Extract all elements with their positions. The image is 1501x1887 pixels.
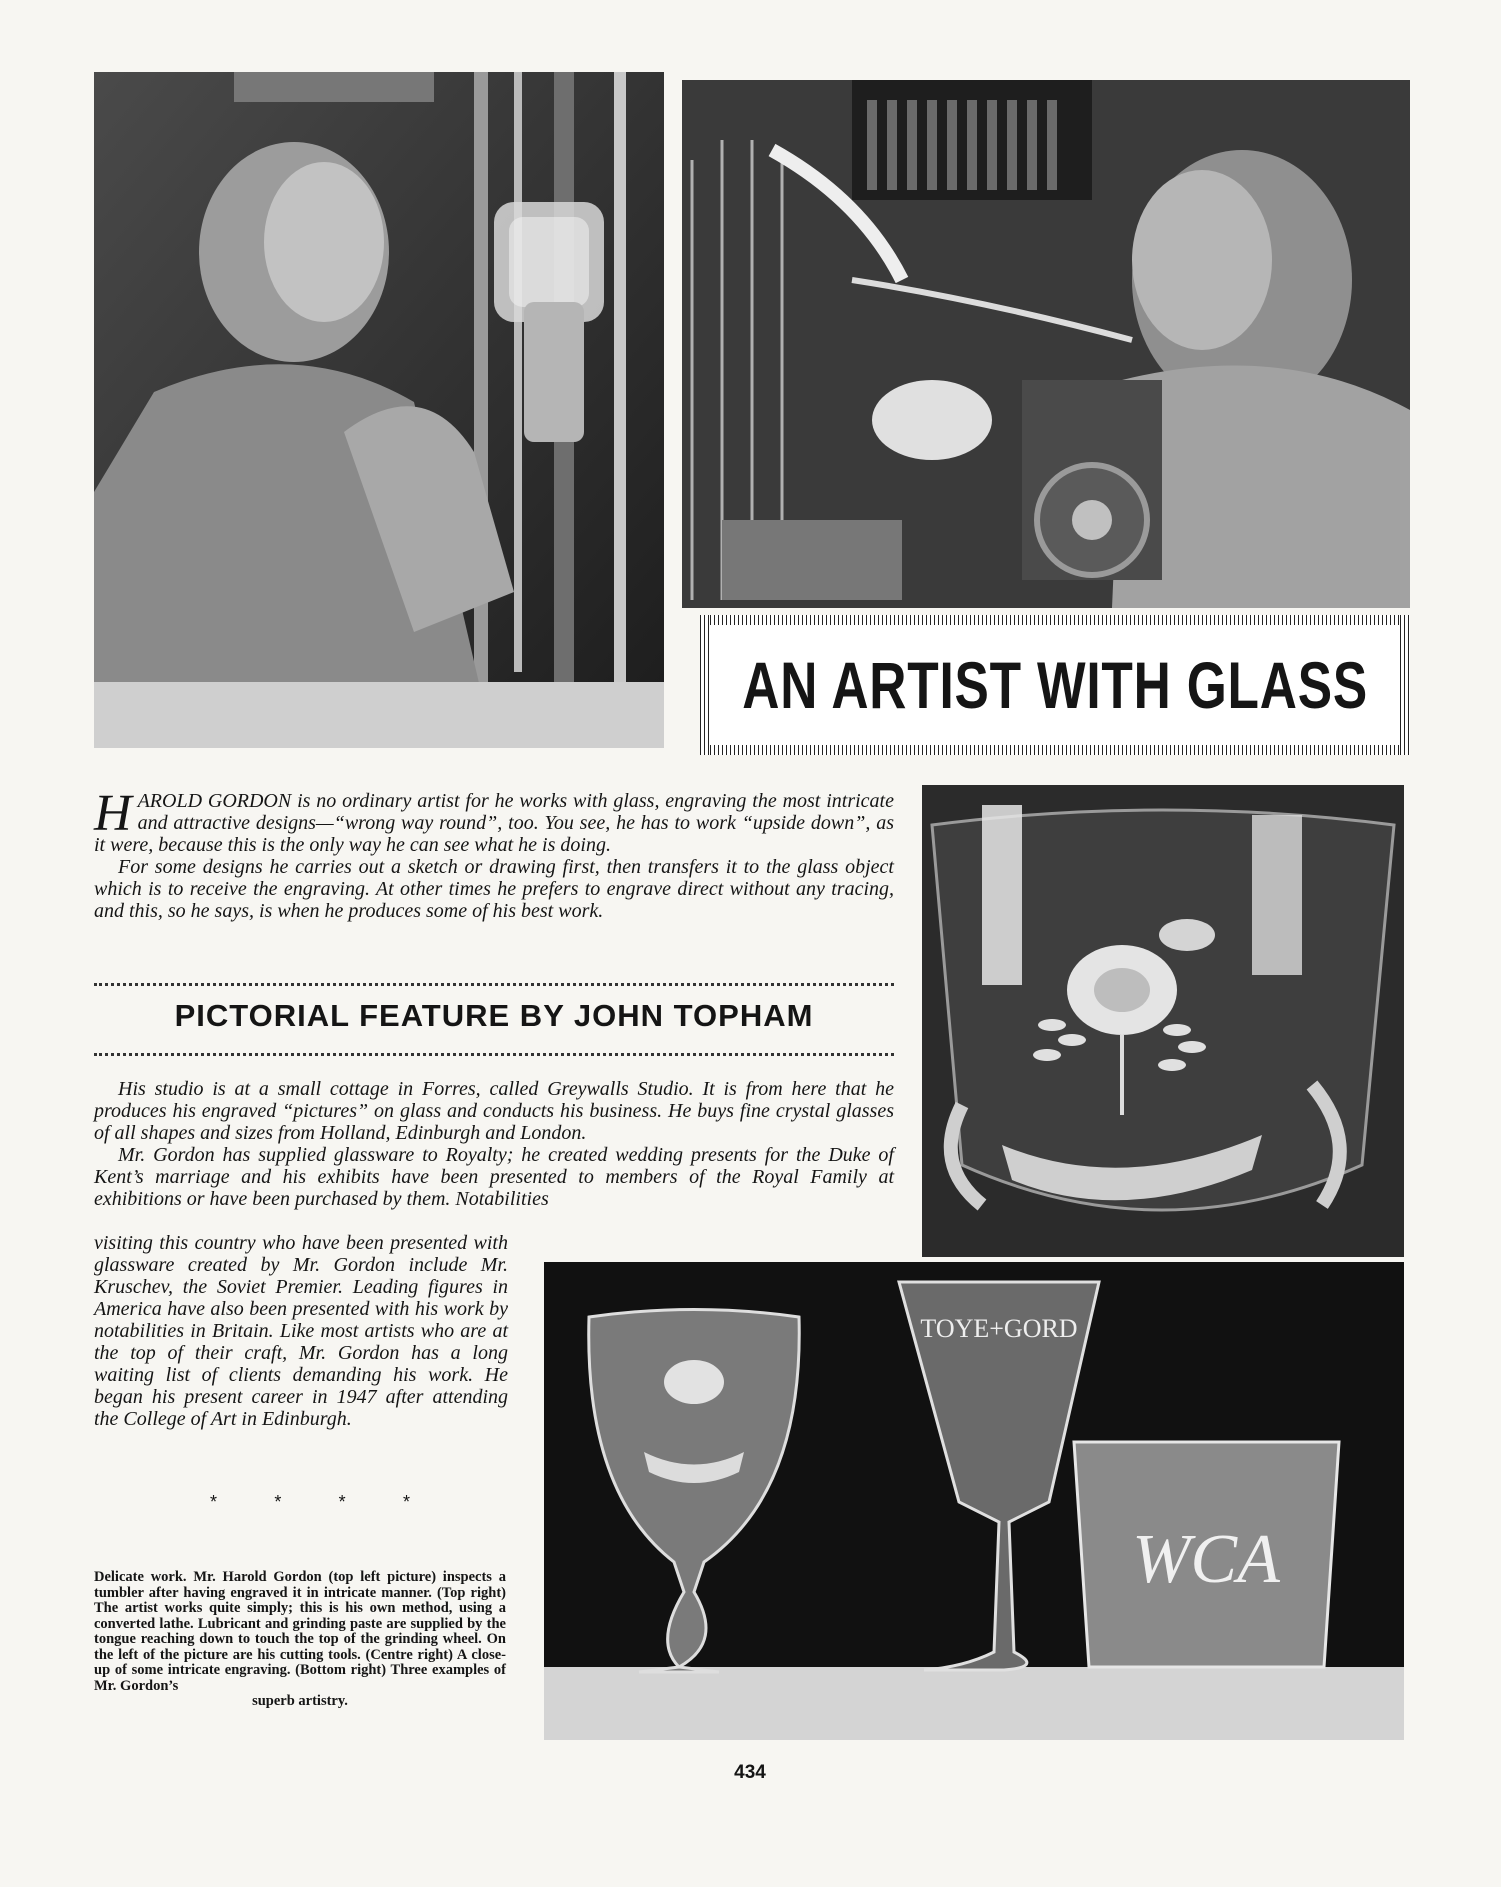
- glass-monogram: WCA: [1132, 1521, 1280, 1598]
- glass-inscription: TOYE+GORD: [920, 1314, 1078, 1343]
- asterisk: *: [210, 1492, 218, 1512]
- body-paragraph-2-narrow: visiting this country who have been presented with glassware created by Mr. Gordon include Mr. Kruschev, the Soviet Premier. Leading figures in America have also been presented with his work by notabilities in Britain. Like most artists who are at the top of their craft, Mr. Gordon has a long waiting list of clients demanding his work. He began his present career in 1947 after attending the College of Art in Edinburgh.: [94, 1232, 508, 1430]
- dotted-rule-top: [94, 983, 894, 986]
- intro-paragraph-1: AROLD GORDON is no ordinary artist for he works with glass, engraving the most intricate and attractive designs—“wrong way round”, too. You see, he has to work “upside down”, as it were, because this is the only way he can see what he is doing.: [94, 790, 894, 856]
- body-text-narrow: [94, 1232, 508, 1430]
- dotted-rule-bottom: [94, 1053, 894, 1056]
- photo-caption: [94, 1570, 506, 1710]
- photo-engraving-closeup: [922, 785, 1404, 1257]
- page-number: 434: [734, 1762, 766, 1783]
- intro-text: [94, 785, 894, 922]
- page-title: AN ARTIST WITH GLASS: [742, 648, 1368, 722]
- photo-three-glasses: [544, 1262, 1404, 1740]
- caption-text: Delicate work. Mr. Harold Gordon (top left picture) inspects a tumbler after having engraved it in intricate manner. (Top right) The artist works quite simply; this is his own method, using a converted lathe. Lubricant and grinding paste are supplied by the tongue reaching down to touch the top of the grinding wheel. On the left of the picture are his cutting tools. (Centre right) A close-up of some intricate engraving. (Bottom right) Three examples of Mr. Gordon’s: [94, 1569, 506, 1694]
- asterisk: *: [274, 1492, 282, 1512]
- body-text-wide: [94, 1078, 894, 1210]
- intro-paragraph-2: For some designs he carries out a sketch or drawing first, then transfers it to the glass object which is to receive the engraving. At other times he prefers to engrave direct without any tracing, and this, so he says, is when he produces some of his best work.: [94, 856, 894, 922]
- caption-last-line: superb artistry.: [252, 1693, 348, 1709]
- drop-cap: H: [94, 785, 132, 842]
- body-paragraph-2-wide: Mr. Gordon has supplied glassware to Royalty; he created wedding presents for the Duke of Kent’s marriage and his exhibits have been presented to members of the Royal Family at exhibitions or have been purchased by them. Notabilities: [94, 1144, 894, 1210]
- photo-artist-at-lathe: [682, 80, 1410, 608]
- byline-heading: PICTORIAL FEATURE BY JOHN TOPHAM: [174, 998, 814, 1033]
- asterisk-divider: [210, 1492, 410, 1513]
- asterisk: *: [338, 1492, 346, 1512]
- title-banner: [700, 615, 1410, 755]
- photo-artist-inspecting-tumbler: [94, 72, 664, 748]
- body-paragraph-1: His studio is at a small cottage in Forres, called Greywalls Studio. It is from here that he produces his engraved “pictures” on glass and conducts his business. He buys fine crystal glasses of all shapes and sizes from Holland, Edinburgh and London.: [94, 1078, 894, 1144]
- asterisk: *: [402, 1492, 410, 1512]
